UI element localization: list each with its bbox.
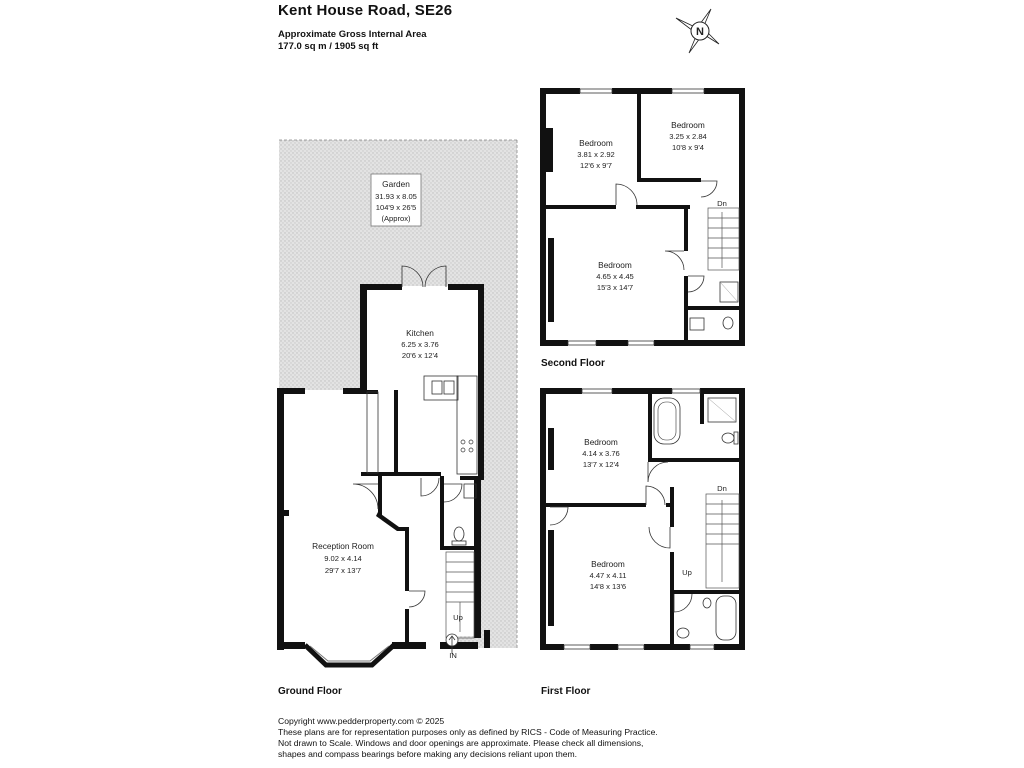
kitchen-name: Kitchen	[406, 328, 434, 338]
compass-rose-icon	[676, 9, 719, 53]
ground-floor-label: Ground Floor	[278, 686, 342, 697]
bedroom-s3-name: Bedroom	[598, 260, 632, 270]
copyright-line: Copyright www.pedderproperty.com © 2025	[278, 716, 445, 726]
second-stairs-down-label: Dn	[717, 199, 727, 208]
area-label: Approximate Gross Internal Area	[278, 29, 427, 40]
first-stairs-up-label: Up	[682, 568, 692, 577]
bedroom-s3-metric: 4.65 x 4.45	[596, 272, 634, 281]
garden-name: Garden	[382, 179, 410, 189]
disclaimer-line-1: These plans are for representation purposes only as defined by RICS - Code of Measuring Practice.	[278, 727, 658, 737]
garden-imperial: 104'9 x 26'5	[375, 203, 417, 212]
bedroom-f1-metric: 4.14 x 3.76	[582, 449, 620, 458]
bedroom-s2-imperial: 10'8 x 9'4	[671, 143, 705, 152]
first-stairs-down-label: Dn	[717, 484, 727, 493]
reception-imperial: 29'7 x 13'7	[324, 566, 362, 575]
bedroom-f2-metric: 4.47 x 4.11	[589, 571, 627, 580]
bedroom-s1-imperial: 12'6 x 9'7	[579, 161, 613, 170]
bedroom-f2-imperial: 14'8 x 13'6	[589, 582, 627, 591]
first-floor-plan	[540, 388, 745, 650]
entrance-label: IN	[449, 651, 457, 660]
reception-metric: 9.02 x 4.14	[324, 554, 362, 563]
bedroom-s2-name: Bedroom	[671, 120, 705, 130]
disclaimer-line-2: Not drawn to Scale. Windows and door openings are approximate. Please check all dimensions,	[278, 738, 644, 748]
bedroom-s1-metric: 3.81 x 2.92	[577, 150, 615, 159]
reception-name: Reception Room	[312, 541, 374, 551]
bedroom-s1-name: Bedroom	[579, 138, 613, 148]
plan-title: Kent House Road, SE26	[278, 2, 453, 19]
bedroom-f2-name: Bedroom	[591, 559, 625, 569]
disclaimer-line-3: shapes and compass bearings before making any decisions reliant upon them.	[278, 749, 578, 759]
garden-metric: 31.93 x 8.05	[375, 192, 417, 201]
bedroom-s2-metric: 3.25 x 2.84	[669, 132, 707, 141]
bedroom-f1-imperial: 13'7 x 12'4	[582, 460, 620, 469]
bedroom-f1-name: Bedroom	[584, 437, 618, 447]
bedroom-s3-imperial: 15'3 x 14'7	[596, 283, 634, 292]
area-value: 177.0 sq m / 1905 sq ft	[278, 41, 379, 52]
garden-note: (Approx)	[381, 214, 411, 223]
second-floor-plan	[540, 88, 745, 346]
kitchen-metric: 6.25 x 3.76	[401, 340, 439, 349]
compass-letter: N	[696, 26, 704, 38]
second-floor-label: Second Floor	[541, 358, 605, 369]
ground-stairs-up-label: Up	[453, 613, 463, 622]
first-floor-label: First Floor	[541, 686, 591, 697]
kitchen-imperial: 20'6 x 12'4	[401, 351, 439, 360]
